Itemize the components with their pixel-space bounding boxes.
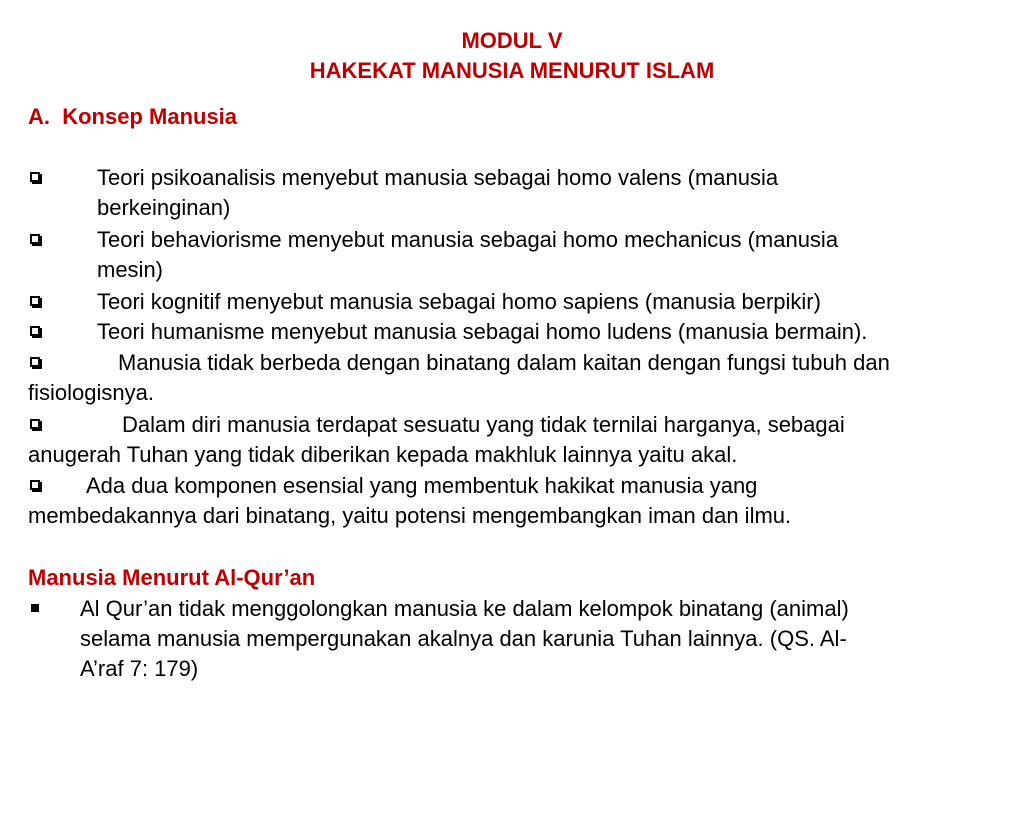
checkbox-bullet-icon	[30, 234, 40, 244]
square-bullet-icon	[31, 604, 39, 612]
checkbox-bullet-icon	[30, 296, 40, 306]
list-item-line: Manusia tidak berbeda dengan binatang dalam kaitan dengan fungsi tubuh dan	[118, 350, 890, 375]
list-item-line: Dalam diri manusia terdapat sesuatu yang tidak ternilai harganya, sebagai	[122, 412, 845, 437]
list-item-line: selama manusia mempergunakan akalnya dan karunia Tuhan lainnya. (QS. Al-	[80, 626, 847, 651]
title-line-2: HAKEKAT MANUSIA MENURUT ISLAM	[309, 58, 715, 83]
page-title	[0, 26, 1024, 86]
list-item-line: berkeinginan)	[97, 195, 231, 220]
checkbox-bullet-icon	[30, 419, 40, 429]
title-line-1: MODUL V	[461, 28, 563, 53]
list-item-line: fisiologisnya.	[28, 380, 154, 405]
checkbox-bullet-icon	[30, 172, 40, 182]
list-item-line: Teori kognitif menyebut manusia sebagai homo sapiens (manusia berpikir)	[97, 289, 821, 314]
list-item-line: mesin)	[97, 257, 164, 282]
checkbox-bullet-icon	[30, 357, 40, 367]
section-a-heading: A. Konsep Manusia	[28, 104, 238, 129]
list-item-line: Teori behaviorisme menyebut manusia sebagai homo mechanicus (manusia	[97, 227, 839, 252]
checkbox-bullet-icon	[30, 326, 40, 336]
list-item-line: Teori psikoanalisis menyebut manusia sebagai homo valens (manusia	[97, 165, 779, 190]
checkbox-bullet-icon	[30, 480, 40, 490]
list-item-line: Al Qur’an tidak menggolongkan manusia ke dalam kelompok binatang (animal)	[80, 596, 849, 621]
list-item-line: anugerah Tuhan yang tidak diberikan kepada makhluk lainnya yaitu akal.	[28, 442, 738, 467]
section-b-heading: Manusia Menurut Al-Qur’an	[28, 565, 316, 590]
list-item-line: Teori humanisme menyebut manusia sebagai homo ludens (manusia bermain).	[97, 319, 868, 344]
list-item-line: Ada dua komponen esensial yang membentuk hakikat manusia yang	[86, 473, 758, 498]
list-item-line: membedakannya dari binatang, yaitu potensi mengembangkan iman dan ilmu.	[28, 503, 792, 528]
list-item-line: A’raf 7: 179)	[80, 656, 199, 681]
